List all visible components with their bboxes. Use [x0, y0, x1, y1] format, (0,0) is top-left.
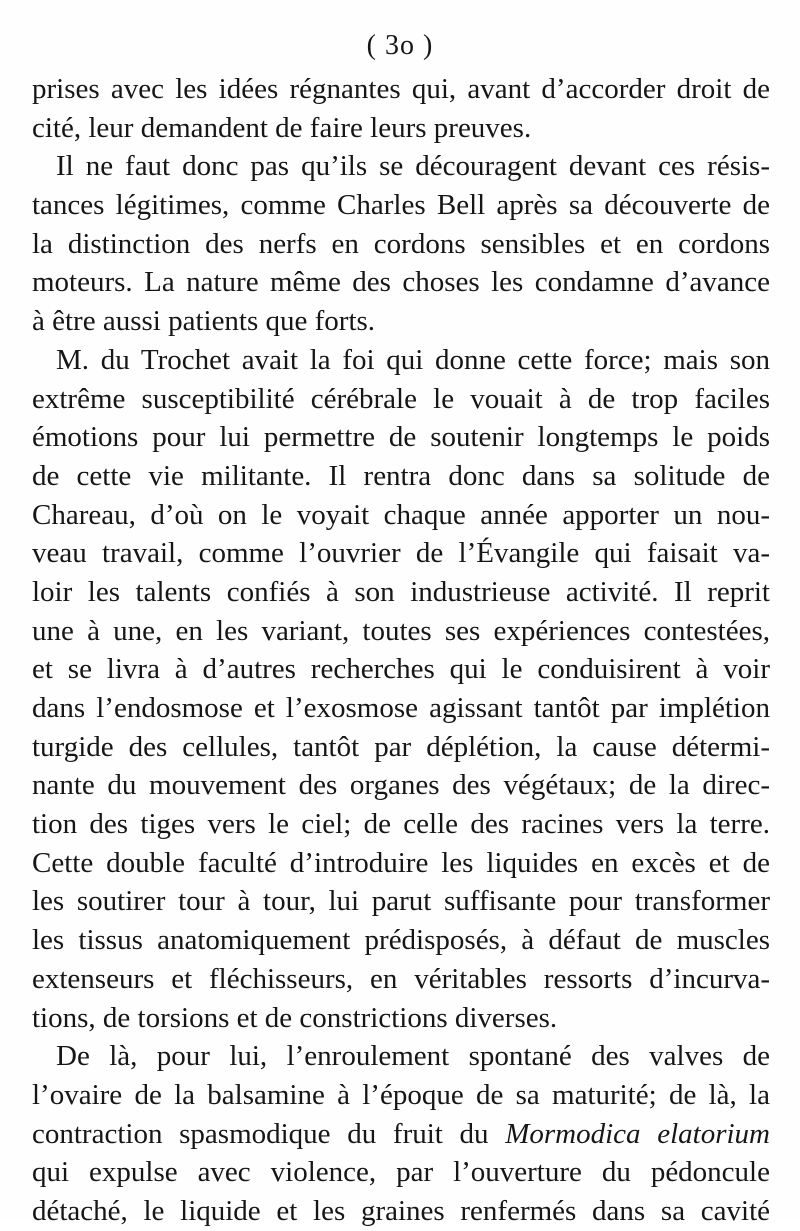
text-line: de cette vie militante. Il rentra donc dans sa solitude de [32, 459, 770, 492]
text-line: turgide des cellules, tantôt par déplétion, la cause détermi- [32, 730, 770, 763]
page-number: ( 3o ) [366, 30, 434, 61]
text-line: nante du mouvement des organes des végétaux; de la direc- [32, 769, 770, 802]
text-line: Il ne faut donc pas qu’ils se découragent devant ces résis- [56, 150, 770, 183]
text-line: une à une, en les variant, toutes ses expériences contestées, [32, 614, 770, 647]
text-line: les soutirer tour à tour, lui parut suffisante pour transformer [32, 885, 770, 918]
text-line: à être aussi patients que forts. [32, 305, 376, 338]
text-line: De là, pour lui, l’enroulement spontané des valves de [56, 1040, 770, 1073]
text-line: Cette double faculté d’introduire les liquides en excès et de [32, 846, 770, 879]
text-segment: contraction spasmodique du fruit du [32, 1117, 506, 1150]
italic-species-name: Mormodica elatorium [505, 1117, 770, 1150]
text-line: dans l’endosmose et l’exosmose agissant tantôt par implétion [32, 692, 770, 724]
text-line: tion des tiges vers le ciel; de celle des racines vers la terre. [32, 808, 770, 841]
text-line: tances légitimes, comme Charles Bell après sa découverte de [32, 189, 770, 222]
text-line: extenseurs et fléchisseurs, en véritables ressorts d’incurva- [32, 962, 770, 995]
text-line: extrême susceptibilité cérébrale le vouait à de trop faciles [32, 382, 770, 415]
text-line: la distinction des nerfs en cordons sensibles et en cordons [32, 227, 770, 260]
text-line: les tissus anatomiquement prédisposés, à défaut de muscles [32, 924, 770, 957]
text-line: loir les talents confiés à son industrieuse activité. Il reprit [32, 575, 770, 608]
text-line: Chareau, d’où on le voyait chaque année apporter un nou- [32, 498, 770, 531]
text-line: détaché, le liquide et les graines renfermés dans sa cavité [32, 1194, 770, 1227]
text-line: moteurs. La nature même des choses les condamne d’avance [32, 266, 770, 299]
text-line: prises avec les idées régnantes qui, avant d’accorder droit de [32, 73, 770, 105]
text-line: l’ovaire de la balsamine à l’époque de sa maturité; de là, la [32, 1078, 770, 1111]
text-line: et se livra à d’autres recherches qui le conduisirent à voir [32, 653, 770, 686]
text-line: émotions pour lui permettre de soutenir longtemps le poids [32, 421, 770, 454]
body-text [32, 70, 770, 1231]
text-line: M. du Trochet avait la foi qui donne cette force; mais son [56, 343, 770, 376]
text-line: qui expulse avec violence, par l’ouverture du pédoncule [32, 1156, 770, 1189]
text-line: tions, de torsions et de constrictions diverses. [32, 1001, 558, 1034]
text-line: veau travail, comme l’ouvrier de l’Évangile qui faisait va- [32, 537, 770, 570]
text-line-with-italic [32, 1115, 770, 1154]
text-line: cité, leur demandent de faire leurs preuves. [32, 111, 532, 144]
